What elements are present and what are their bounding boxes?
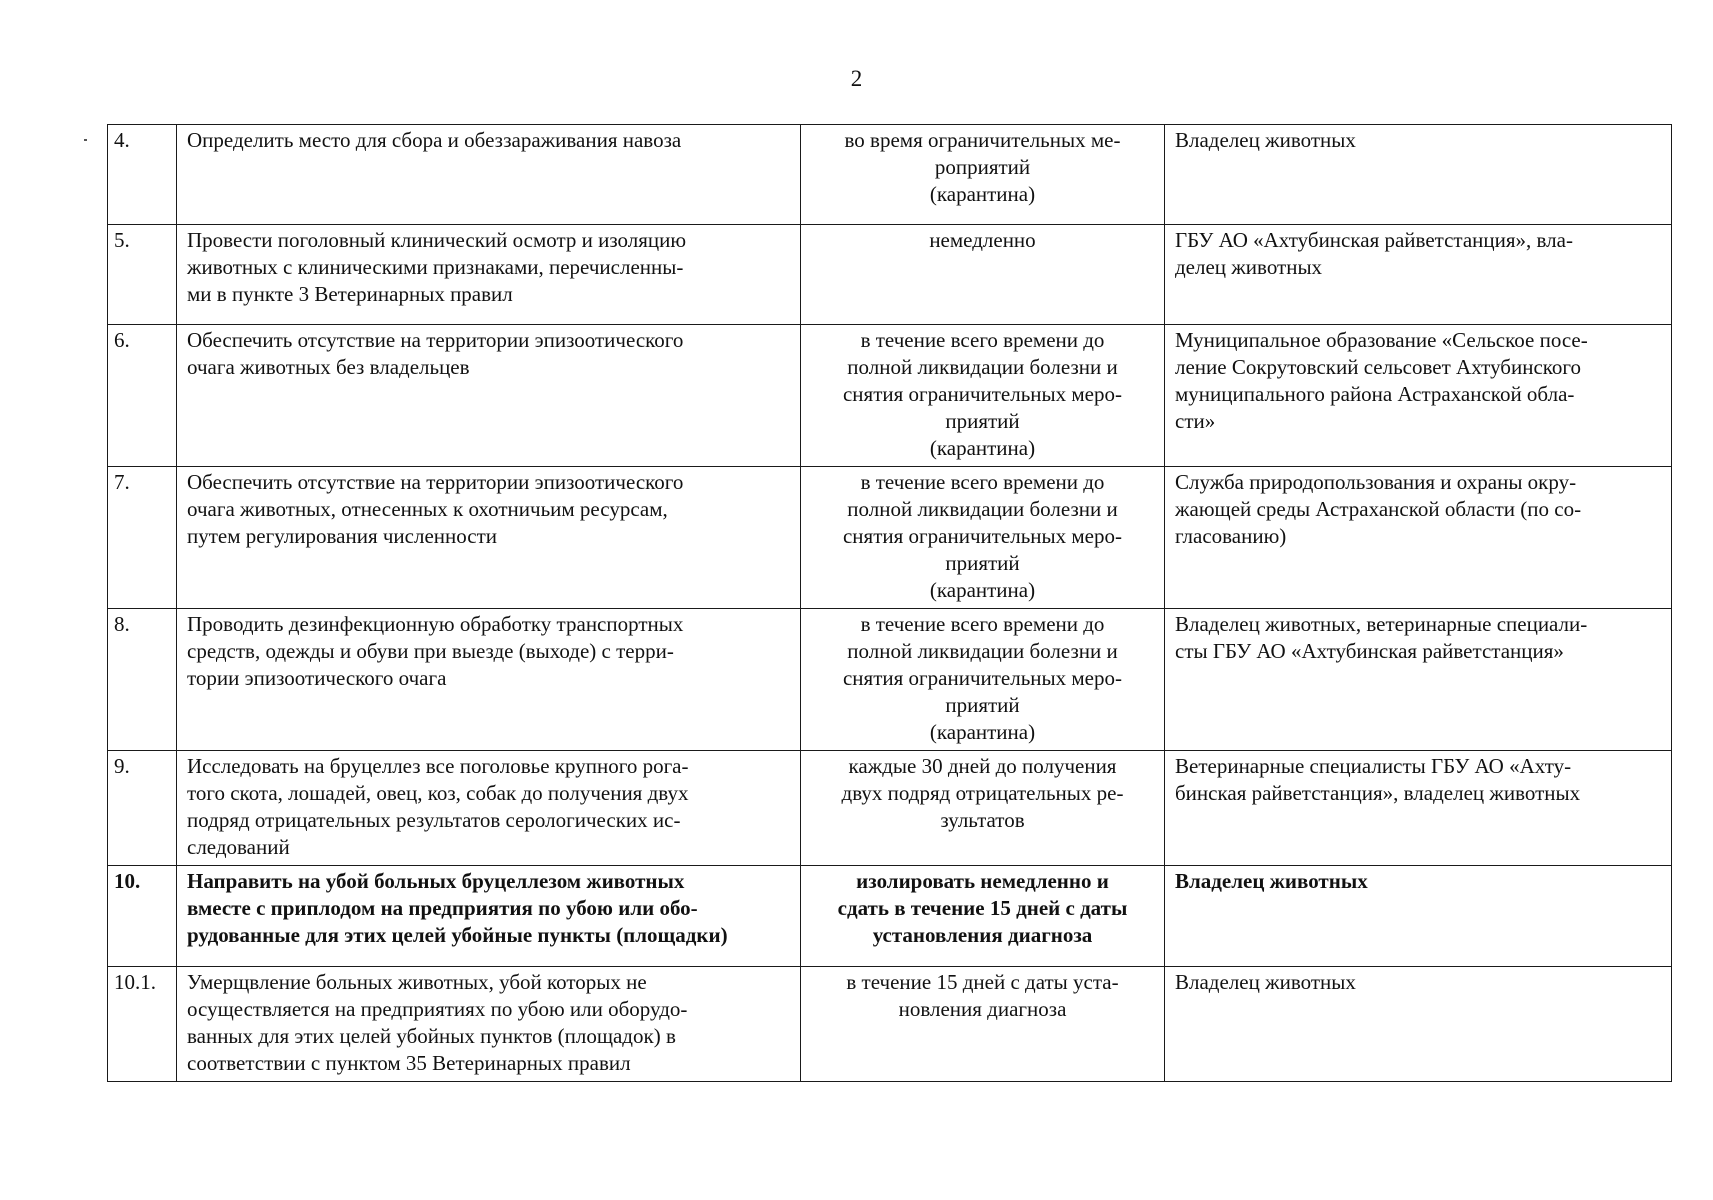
responsible-line: бинская райветстанция», владелец животных — [1175, 781, 1581, 805]
term-line: установления диагноза — [872, 923, 1093, 947]
term-line: сдать в течение 15 дней с даты — [837, 896, 1128, 920]
term-line: приятий — [945, 693, 1020, 717]
term-line: снятия ограничительных меро- — [842, 666, 1122, 690]
term-line: роприятий — [934, 155, 1031, 179]
responsible-cell — [1165, 866, 1672, 967]
task-cell — [177, 609, 801, 751]
table-row — [108, 225, 1672, 325]
responsible-cell — [1165, 751, 1672, 866]
term-cell — [801, 609, 1165, 751]
term-line: новления диагноза — [898, 997, 1067, 1021]
responsible-line: муниципального района Астраханской обла- — [1175, 382, 1575, 406]
term-cell — [801, 325, 1165, 467]
term-line: полной ликвидации болезни и — [847, 355, 1118, 379]
task-line: Умерщвление больных животных, убой которых не — [187, 970, 647, 994]
term-line: приятий — [945, 551, 1020, 575]
table-row — [108, 967, 1672, 1082]
task-line: соответствии с пунктом 35 Ветеринарных правил — [187, 1051, 631, 1075]
term-cell — [801, 967, 1165, 1082]
responsible-line: ГБУ АО «Ахтубинская райветстанция», вла- — [1175, 228, 1573, 252]
responsible-line: Владелец животных, ветеринарные специали- — [1175, 612, 1588, 636]
responsible-line: сти» — [1175, 409, 1216, 433]
term-line: в течение всего времени до — [860, 612, 1105, 636]
term-line: в течение 15 дней с даты уста- — [846, 970, 1119, 994]
table-row — [108, 751, 1672, 866]
row-number-cell: 4. — [108, 125, 177, 225]
term-line: снятия ограничительных меро- — [842, 524, 1122, 548]
task-line: Проводить дезинфекционную обработку транспортных — [187, 612, 684, 636]
task-line: Направить на убой больных бруцеллезом животных — [187, 869, 685, 893]
term-line: полной ликвидации болезни и — [847, 639, 1118, 663]
term-cell — [801, 225, 1165, 325]
responsible-line: Владелец животных — [1175, 128, 1356, 152]
responsible-cell — [1165, 125, 1672, 225]
term-line: немедленно — [929, 228, 1036, 252]
table-row — [108, 866, 1672, 967]
task-cell — [177, 325, 801, 467]
responsible-cell — [1165, 467, 1672, 609]
term-line: приятий — [945, 409, 1020, 433]
table-row — [108, 125, 1672, 225]
responsible-line: Муниципальное образование «Сельское посе- — [1175, 328, 1588, 352]
task-line: животных с клиническими признаками, перечисленны- — [187, 255, 684, 279]
term-line: изолировать немедленно и — [856, 869, 1109, 893]
term-line: (карантина) — [929, 436, 1036, 460]
task-line: Обеспечить отсутствие на территории эпизоотического — [187, 470, 684, 494]
responsible-line: Служба природопользования и охраны окру- — [1175, 470, 1577, 494]
task-cell — [177, 125, 801, 225]
term-line: каждые 30 дней до получения — [848, 754, 1117, 778]
page-number: 2 — [850, 66, 863, 91]
term-line: (карантина) — [929, 578, 1036, 602]
task-line: следований — [187, 835, 290, 859]
row-number-cell: 9. — [108, 751, 177, 866]
term-cell — [801, 751, 1165, 866]
row-number-cell: 8. — [108, 609, 177, 751]
row-number-cell: 10. — [108, 866, 177, 967]
term-line: (карантина) — [929, 182, 1036, 206]
measures-table — [107, 124, 1672, 1082]
term-cell — [801, 467, 1165, 609]
responsible-cell — [1165, 967, 1672, 1082]
task-line: того скота, лошадей, овец, коз, собак до получения двух — [187, 781, 689, 805]
task-line: ванных для этих целей убойных пунктов (площадок) в — [187, 1024, 676, 1048]
task-line: очага животных, отнесенных к охотничьим ресурсам, — [187, 497, 668, 521]
scan-artifact-dot — [84, 139, 87, 141]
term-line: полной ликвидации болезни и — [847, 497, 1118, 521]
task-cell — [177, 967, 801, 1082]
table-row — [108, 609, 1672, 751]
term-line: (карантина) — [929, 720, 1036, 744]
responsible-cell — [1165, 325, 1672, 467]
row-number-cell: 7. — [108, 467, 177, 609]
term-line: зультатов — [940, 808, 1025, 832]
task-line: вместе с приплодом на предприятия по убою или обо- — [187, 896, 698, 920]
task-line: подряд отрицательных результатов серологических ис- — [187, 808, 681, 832]
responsible-line: ление Сокрутовский сельсовет Ахтубинского — [1175, 355, 1582, 379]
row-number-cell: 5. — [108, 225, 177, 325]
task-line: очага животных без владельцев — [187, 355, 470, 379]
term-line: двух подряд отрицательных ре- — [841, 781, 1124, 805]
responsible-line: Владелец животных — [1175, 869, 1368, 893]
responsible-line: гласованию) — [1175, 524, 1287, 548]
term-line: в течение всего времени до — [860, 328, 1105, 352]
task-line: рудованные для этих целей убойные пункты (площадки) — [187, 923, 728, 947]
task-line: путем регулирования численности — [187, 524, 498, 548]
row-number-cell: 10.1. — [108, 967, 177, 1082]
term-line: во время ограничительных ме- — [844, 128, 1121, 152]
term-line: в течение всего времени до — [860, 470, 1105, 494]
term-line: снятия ограничительных меро- — [842, 382, 1122, 406]
responsible-line: сты ГБУ АО «Ахтубинская райветстанция» — [1175, 639, 1564, 663]
responsible-line: делец животных — [1175, 255, 1323, 279]
responsible-cell — [1165, 225, 1672, 325]
task-line: осуществляется на предприятиях по убою или оборудо- — [187, 997, 688, 1021]
responsible-line: Ветеринарные специалисты ГБУ АО «Ахту- — [1175, 754, 1572, 778]
task-line: Провести поголовный клинический осмотр и изоляцию — [187, 228, 687, 252]
task-line: Исследовать на бруцеллез все поголовье крупного рога- — [187, 754, 689, 778]
task-cell — [177, 467, 801, 609]
row-number-cell: 6. — [108, 325, 177, 467]
task-line: тории эпизоотического очага — [187, 666, 447, 690]
task-line: Обеспечить отсутствие на территории эпизоотического — [187, 328, 684, 352]
table-row — [108, 325, 1672, 467]
task-cell — [177, 866, 801, 967]
task-cell — [177, 751, 801, 866]
term-cell — [801, 125, 1165, 225]
task-line: ми в пункте 3 Ветеринарных правил — [187, 282, 513, 306]
table-row — [108, 467, 1672, 609]
task-line: средств, одежды и обуви при выезде (выходе) с терри- — [187, 639, 674, 663]
responsible-line: жающей среды Астраханской области (по со- — [1175, 497, 1582, 521]
task-line: Определить место для сбора и обеззараживания навоза — [187, 128, 682, 152]
responsible-cell — [1165, 609, 1672, 751]
responsible-line: Владелец животных — [1175, 970, 1356, 994]
term-cell — [801, 866, 1165, 967]
task-cell — [177, 225, 801, 325]
